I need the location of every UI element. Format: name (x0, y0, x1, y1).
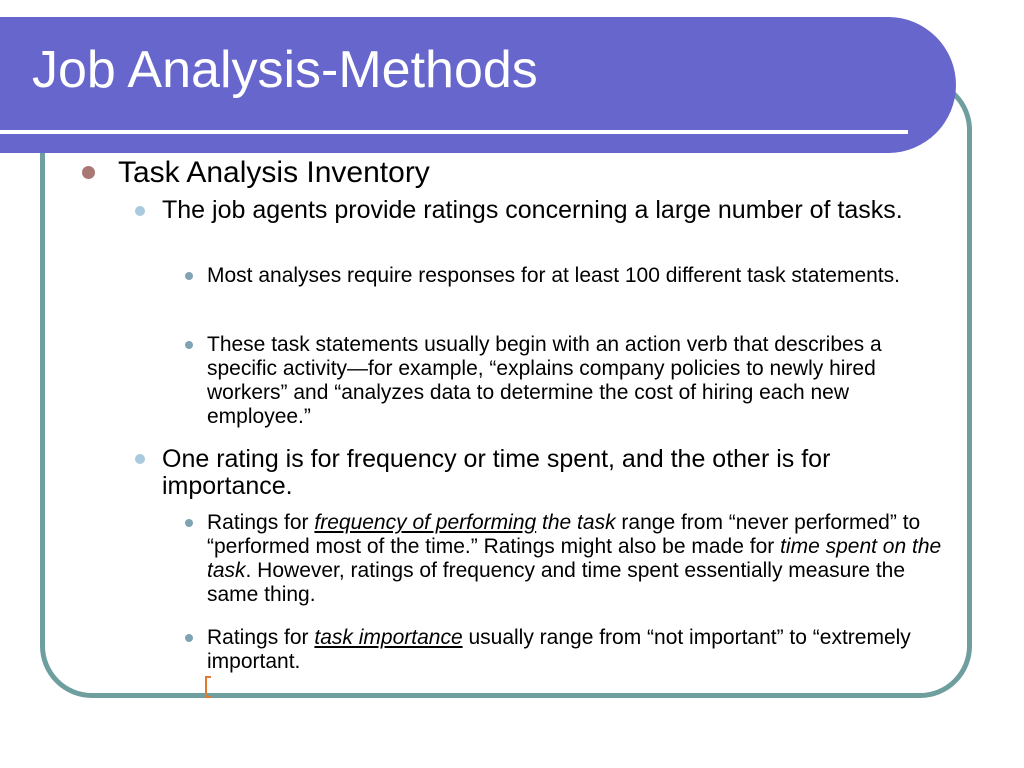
bullet-level3-icon (185, 341, 193, 349)
text-run: Ratings for (207, 626, 315, 649)
text-run-task-importance: task importance (314, 626, 463, 649)
text-run-frequency-of-performing: frequency of performing (314, 511, 537, 534)
bullet-action-verb-statements: These task statements usually begin with an action verb that describes a specific activity—for example, “explains company policies to newly hired workers” and “analyzes data to determine the cost of hiring each new employee.” (207, 333, 882, 428)
text-run-time-spent: time spent on the task (207, 535, 942, 582)
bullet-frequency-importance: One rating is for frequency or time spent, and the other is for importance. (162, 445, 831, 500)
slide-title: Job Analysis-Methods (32, 41, 538, 99)
bullet-job-agents-ratings: The job agents provide ratings concerning a large number of tasks. (162, 196, 903, 224)
bullet-level3-icon (185, 272, 193, 280)
bullet-importance-ratings (207, 626, 947, 674)
bullet-level2-icon (135, 454, 145, 464)
bullet-frequency-ratings (207, 511, 947, 607)
text-run: range from “never performed” to “performed most of the time.” Ratings might also be made for (207, 511, 921, 558)
text-run: . However, ratings of frequency and time spent essentially measure the same thing. (207, 559, 906, 606)
title-underline (0, 130, 908, 134)
text-run: Ratings for (207, 511, 315, 534)
bullet-level2-icon (135, 206, 145, 216)
text-cursor-icon (205, 676, 211, 698)
text-run-the-task: the task (542, 511, 616, 534)
bullet-level1-icon (82, 166, 95, 179)
bullet-100-task-statements: Most analyses require responses for at least 100 different task statements. (207, 264, 900, 287)
bullet-level3-icon (185, 519, 193, 527)
bullet-level3-icon (185, 634, 193, 642)
bullet-task-analysis-inventory: Task Analysis Inventory (118, 156, 430, 189)
text-run: usually range from “not important” to “extremely important. (207, 626, 911, 673)
